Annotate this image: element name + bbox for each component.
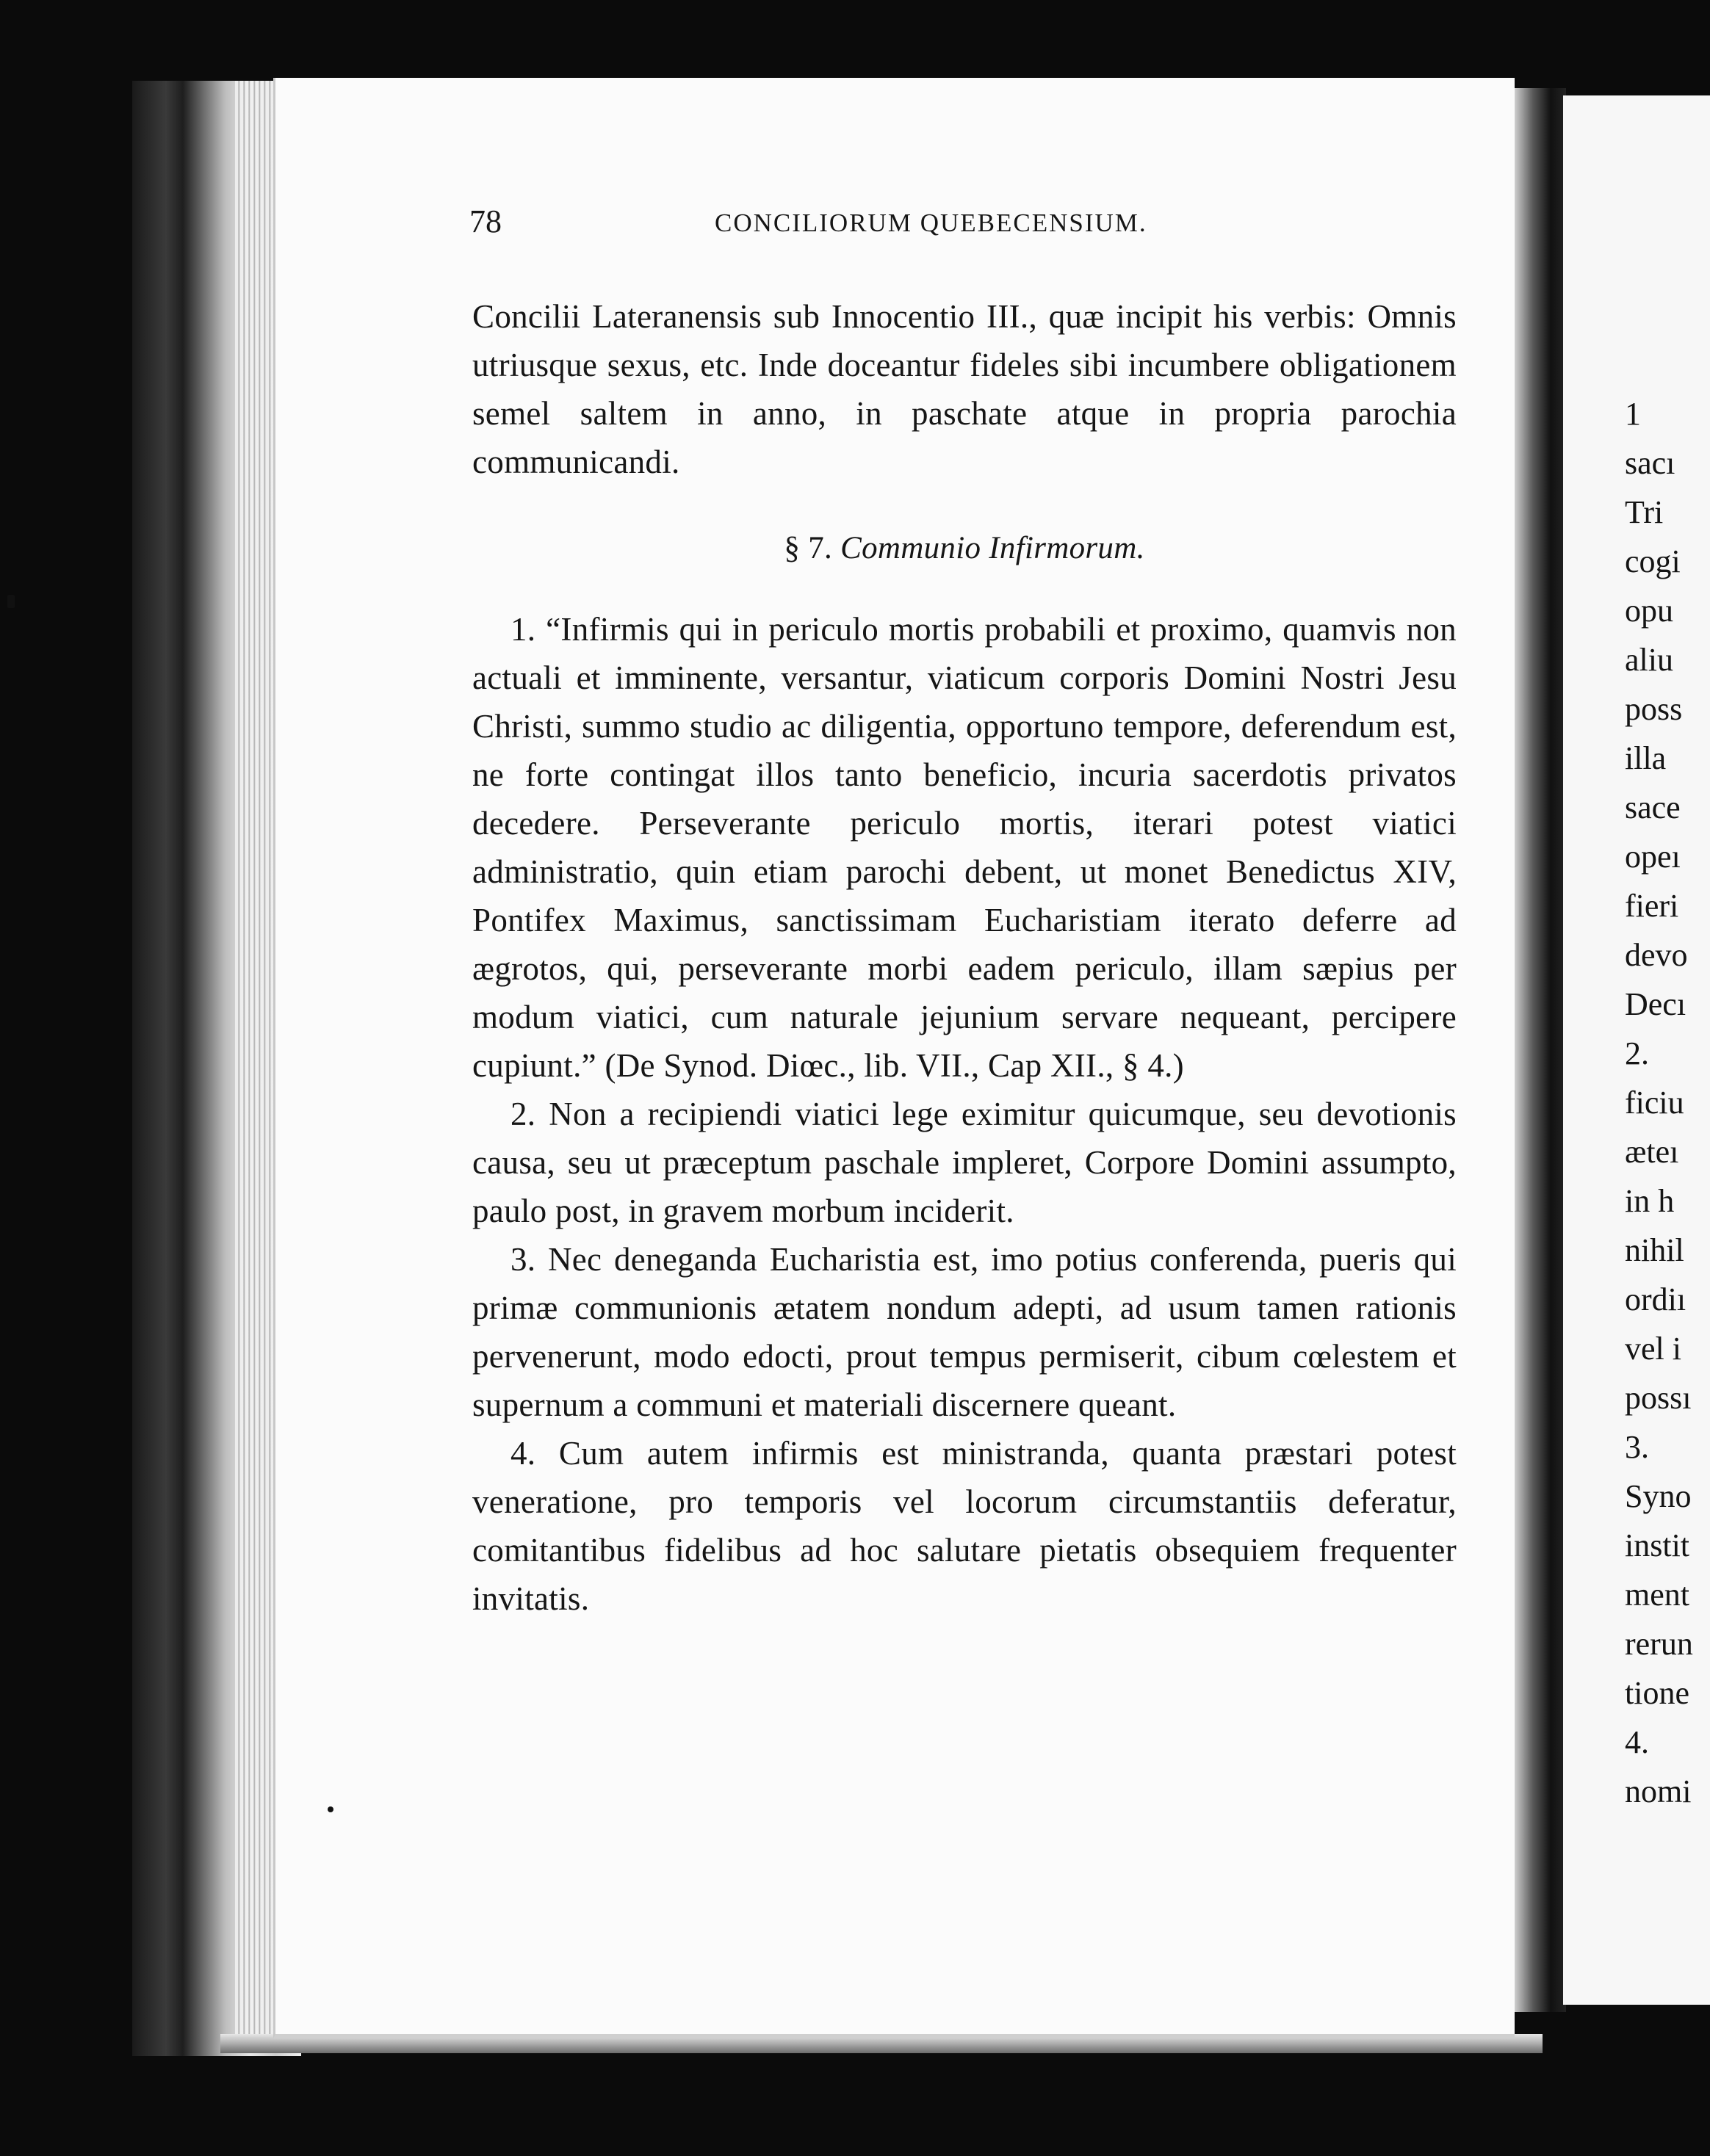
left-page [273, 78, 1515, 2039]
page-block-edges [235, 81, 279, 2049]
facing-page-line: opeı [1625, 839, 1681, 875]
facing-page-line: Tri [1625, 494, 1664, 530]
facing-page-line: possı [1625, 1380, 1692, 1416]
facing-page-line: opu [1625, 593, 1673, 629]
paragraph-1: 1. “Infirmis qui in periculo mortis probabili et proximo, quamvis non actuali et imminente, versantur, viaticum corporis Domini Nostri Jesu Christi, summo studio ac diligentia, opportuno tempore, deferendum est, ne forte contingat illos tanto beneficio, incuria sacerdotis privatos decedere. Perseverante periculo mortis, iterari potest viatici administratio, quin etiam parochi debent, ut monet Benedictus XIV, Pontifex Maximus, sanctissimam Eucharistiam iterato deferre ad ægrotos, qui, perseverante morbi eadem periculo, illam sæpius per modum viatici, cum naturale jejunium servare nequeant, percipere cupiunt.” (De Synod. Diœc., lib. VII., Cap XII., § 4.) [472, 611, 1457, 1084]
facing-page [1563, 95, 1710, 2005]
facing-page-line: ment [1625, 1577, 1689, 1613]
facing-page-line: fieri [1625, 888, 1679, 924]
running-head: CONCILIORUM QUEBECENSIUM. [715, 209, 1147, 237]
facing-page-line: nihil [1625, 1232, 1684, 1268]
dust-speck [328, 1806, 333, 1812]
facing-page-line: æteı [1625, 1134, 1679, 1170]
paragraph-4: 4. Cum autem infirmis est ministranda, quanta præstari potest veneratione, pro temporis vel locorum circumstantiis deferatur, comitantibus fidelibus ad hoc salutare pietatis obsequiem frequenter invitatis. [472, 1435, 1457, 1617]
facing-page-line: rerun [1625, 1626, 1693, 1662]
facing-page-line: ficiu [1625, 1085, 1684, 1121]
page-header [469, 203, 1457, 254]
section-title: Communio Infirmorum. [840, 531, 1145, 565]
facing-page-line: sacı [1625, 445, 1675, 481]
facing-page-line: ordiı [1625, 1281, 1686, 1317]
body-text [472, 292, 1457, 1623]
facing-page-line: Decı [1625, 986, 1686, 1022]
dust-speck [7, 595, 15, 608]
facing-page-line: aliu [1625, 642, 1673, 678]
facing-page-line: 1 [1625, 396, 1641, 432]
facing-page-line: poss [1625, 691, 1683, 727]
book-gutter [1515, 88, 1566, 2012]
facing-page-line: sace [1625, 789, 1681, 825]
page-number: 78 [469, 203, 502, 239]
facing-page-line: in h [1625, 1183, 1675, 1219]
facing-page-text [1625, 389, 1710, 1816]
facing-page-line: 2. [1625, 1035, 1649, 1071]
facing-page-line: tione [1625, 1675, 1689, 1711]
page-text-block [469, 203, 1457, 1623]
facing-page-line: instit [1625, 1527, 1690, 1563]
facing-page-line: Syno [1625, 1478, 1692, 1514]
facing-page-line: devo [1625, 937, 1688, 973]
facing-page-line: 4. [1625, 1724, 1649, 1760]
facing-page-line: cogi [1625, 543, 1681, 579]
paragraph-2: 2. Non a recipiendi viatici lege eximitur quicumque, seu devotionis causa, seu ut præceptum paschale impleret, Corpore Domini assumpto, paulo post, in gravem morbum inciderit. [472, 1096, 1457, 1229]
section-mark: § 7. [784, 531, 833, 565]
facing-page-line: illa [1625, 740, 1667, 776]
facing-page-line: 3. [1625, 1429, 1649, 1465]
facing-page-line: nomi [1625, 1773, 1692, 1809]
paragraph-3: 3. Nec deneganda Eucharistia est, imo potius conferenda, pueris qui primæ communionis ætatem nondum adepti, ad usum tamen rationis pervenerunt, modo edocti, prout tempus permiserit, cibum cœlestem et supernum a communi et materiali discernere queant. [472, 1241, 1457, 1423]
facing-page-line: vel i [1625, 1331, 1681, 1367]
section-heading [472, 524, 1457, 573]
intro-paragraph: Concilii Lateranensis sub Innocentio III., quæ incipit his verbis: Omnis utriusque sexus, etc. Inde doceantur fideles sibi incumbere obligationem semel saltem in anno, in paschate atque in propria parochia communicandi. [472, 298, 1457, 480]
